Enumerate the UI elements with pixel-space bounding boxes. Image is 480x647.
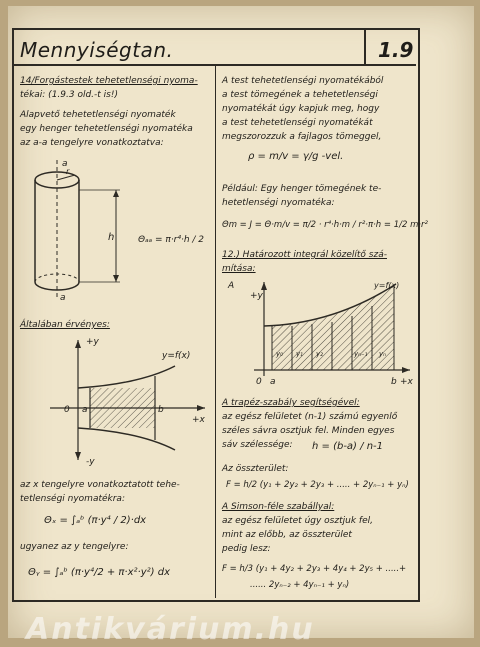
simpson-formula-line-2: ...... 2yₙ₋₂ + 4yₙ₋₁ + yₙ) xyxy=(250,580,350,590)
integral-approximation-graph xyxy=(224,278,414,390)
y-inertia-formula: Θᵧ = ∫ₐᵇ (π·y⁴/2 + π·x²·y²) dx xyxy=(28,567,170,578)
total-area-label: Az összterület: xyxy=(222,464,289,474)
graph1-function-label: y=f(x) xyxy=(162,351,191,361)
graph2-y-axis-label: +y xyxy=(250,291,263,301)
mass-text-line-1: A test tehetetlenségi nyomatékából xyxy=(222,76,384,86)
density-formula: ρ = m/v = γ/g -vel. xyxy=(248,151,344,162)
mass-text-line-2: a test tömegének a tehetetlenségi xyxy=(222,90,378,100)
simpson-text-line-2: mint az előbb, az összterület xyxy=(222,530,352,540)
mass-text-line-4: a test tehetetlenségi nyomatékát xyxy=(222,118,373,128)
heading-rotational-bodies: 14/Forgástestek tehetetlenségi nyoma- xyxy=(20,76,198,86)
simpson-heading: A Simson-féle szabállyal: xyxy=(222,502,335,512)
column-divider xyxy=(215,66,216,598)
trapezoid-text-line-1: az egész felületet (n-1) számú egyenlő xyxy=(222,412,398,422)
revolution-graph xyxy=(50,337,210,470)
graph2-origin-label: 0 xyxy=(256,377,262,387)
cylinder-figure xyxy=(20,159,210,303)
basic-text-line-2: egy henger tehetetlenségi nyomatéka xyxy=(20,124,193,134)
graph1-origin-label: 0 xyxy=(64,405,70,415)
simpson-formula-line-1: F = h/3 (y₁ + 4y₂ + 2y₃ + 4y₄ + 2y₅ + .....+ xyxy=(222,564,407,574)
example-line-1: Például: Egy henger tömegének te- xyxy=(222,184,382,194)
graph2-a-label: a xyxy=(270,377,276,387)
graph2-ordinate-label: y₀ xyxy=(276,350,283,358)
cylinder-axis-label-top: a xyxy=(62,159,68,169)
trapezoid-text-line-2: széles sávra osztjuk fel. Minden egyes xyxy=(222,426,395,436)
x-inertia-formula: Θₓ = ∫ₐᵇ (π·y⁴ / 2)·dx xyxy=(44,515,147,526)
approx-heading-line-1: 12.) Határozott integrál közelítő szá- xyxy=(222,250,387,260)
strip-width-formula: h = (b-a) / n-1 xyxy=(312,441,383,452)
graph2-ordinate-label: yₙ xyxy=(379,350,386,358)
page-number: 1.9 xyxy=(378,38,414,62)
graph1-a-label: a xyxy=(82,405,88,415)
cylinder-radius-label: r xyxy=(66,167,70,176)
graph1-y-positive-label: +y xyxy=(86,337,99,347)
mass-text-line-5: megszorozzuk a fajlagos tömeggel, xyxy=(222,132,382,142)
graph2-ordinate-label: y₂ xyxy=(316,350,323,358)
graph2-function-label: y=f(x) xyxy=(374,281,400,290)
cylinder-axis-label-bottom: a xyxy=(60,293,66,303)
graph2-x-axis-label: +x xyxy=(400,377,413,387)
example-line-2: hetetlenségi nyomatéka: xyxy=(222,198,335,208)
trapezoid-heading: A trapéz-szabály segítségével: xyxy=(222,398,360,408)
graph1-x-positive-label: +x xyxy=(192,415,205,425)
mass-inertia-formula: Θm = J = Θ·m/v = π/2 · r⁴·h·m / r²·π·h = 1/2 m·r² xyxy=(222,220,428,230)
x-axis-text-line-1: az x tengelyre vonatkoztatott tehe- xyxy=(20,480,180,490)
basic-text-line-3: az a-a tengelyre vonatkoztatva: xyxy=(20,138,164,148)
y-axis-text: ugyanez az y tengelyre: xyxy=(20,542,129,552)
general-heading: Általában érvényes: xyxy=(20,320,110,330)
page-title: Mennyiségtan. xyxy=(20,38,174,62)
simpson-text-line-3: pedig lesz: xyxy=(222,544,271,554)
simpson-text-line-1: az egész felületet úgy osztjuk fel, xyxy=(222,516,373,526)
trapezoid-text-line-3: sáv szélessége: xyxy=(222,440,293,450)
approx-heading-line-2: mítása: xyxy=(222,264,256,274)
basic-text-line-1: Alapvető tehetetlenségi nyomaték xyxy=(20,110,176,120)
graph2-ordinate-label: yₙ₋₁ xyxy=(354,350,368,358)
mass-text-line-3: nyomatékát úgy kapjuk meg, hogy xyxy=(222,104,380,114)
graph1-b-label: b xyxy=(158,405,164,415)
cylinder-height-label: h xyxy=(108,232,115,243)
graph2-ordinate-label: y₁ xyxy=(296,350,303,358)
graph2-b-label: b xyxy=(391,377,397,387)
graph2-area-label: A xyxy=(228,281,235,291)
graph1-y-negative-label: -y xyxy=(86,457,95,467)
heading-rotational-bodies-cont: tékai: (1.9.3 old.-t is!) xyxy=(20,90,118,100)
cylinder-inertia-formula: Θₐₐ = π·r⁴·h / 2 xyxy=(138,235,205,245)
trapezoid-formula: F = h/2 (y₁ + 2y₂ + 2y₃ + ..... + 2yₙ₋₁ + yₙ) xyxy=(226,480,409,490)
watermark: Antikvárium.hu xyxy=(26,612,315,647)
x-axis-text-line-2: tetlenségi nyomatékra: xyxy=(20,494,125,504)
